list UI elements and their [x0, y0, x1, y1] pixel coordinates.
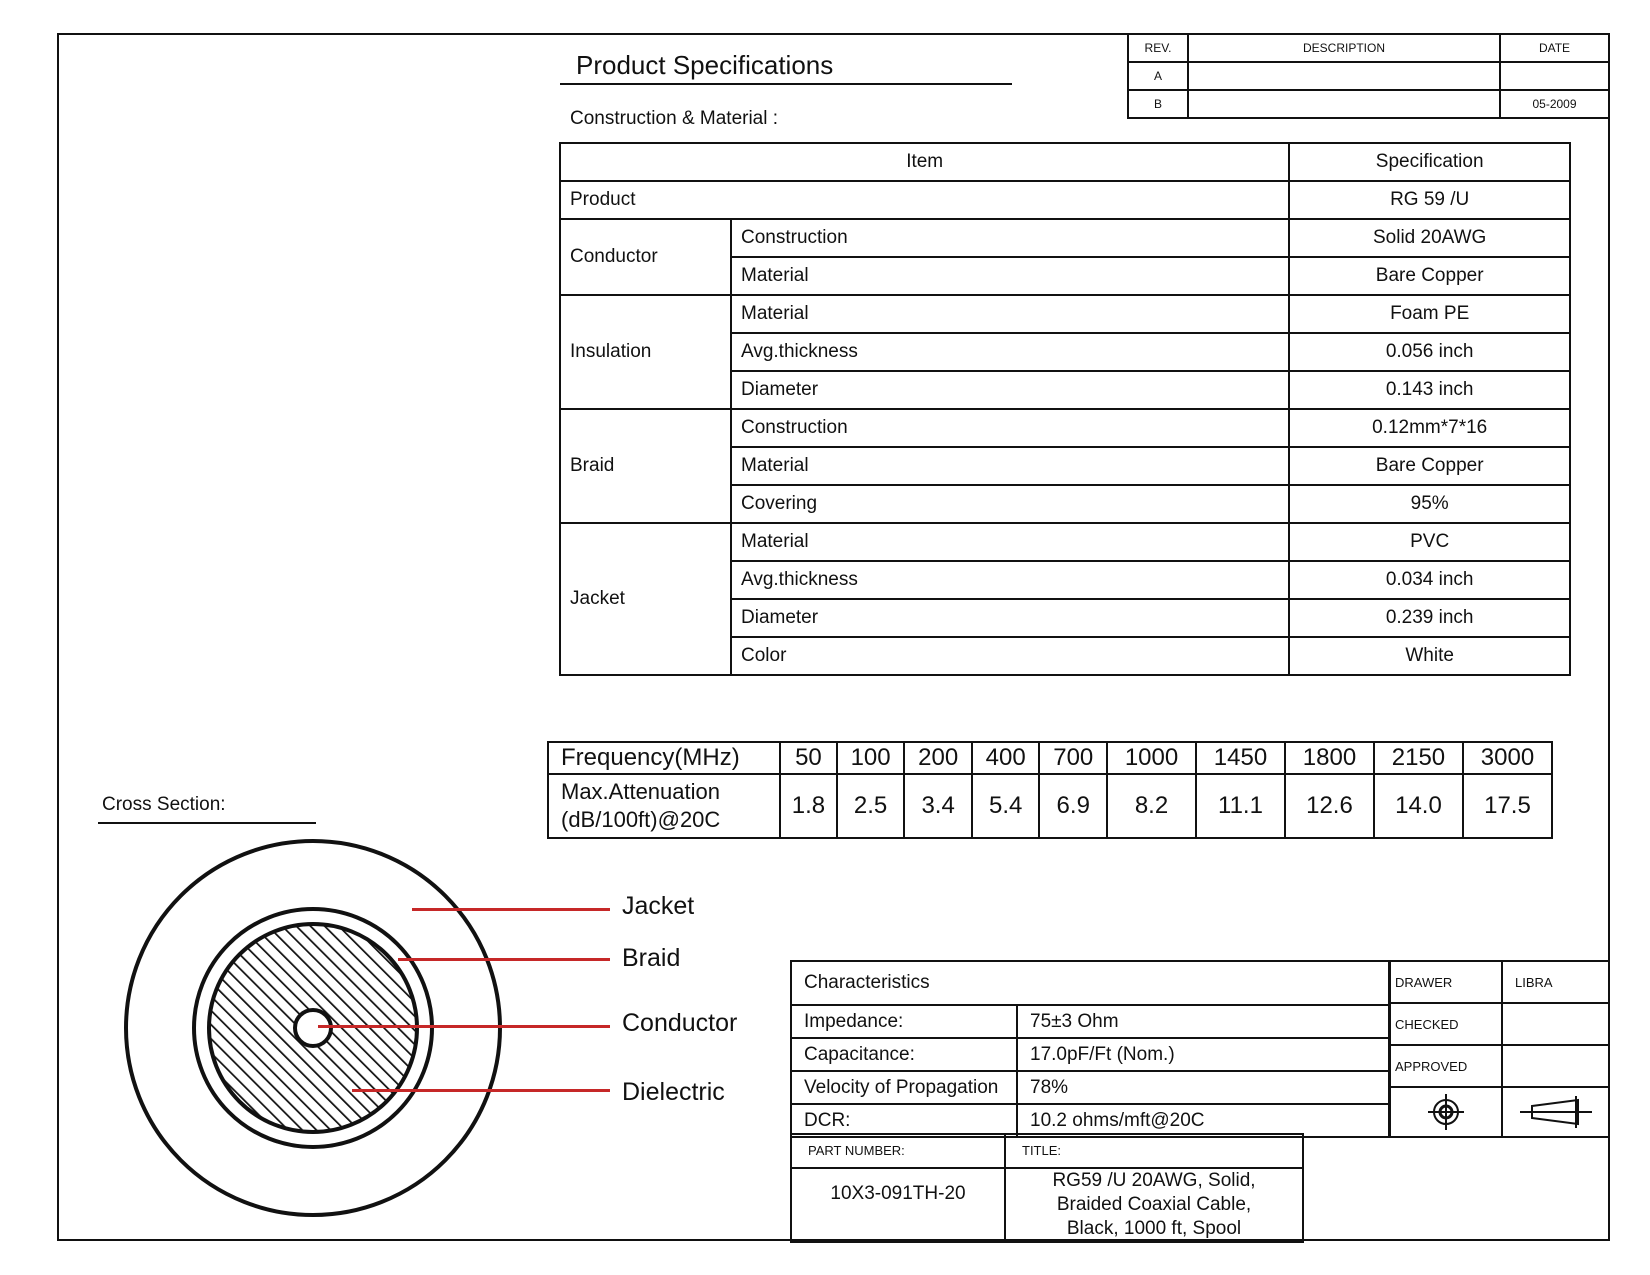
cross-section-underline [98, 822, 316, 824]
characteristics-title: Characteristics [791, 961, 1389, 1005]
page-title: Product Specifications [576, 50, 834, 80]
attenuation-cell: 3.4 [904, 774, 972, 838]
third-angle-projection-icon [1516, 1092, 1596, 1132]
spec-row-label: Color [731, 637, 1289, 675]
spec-row-value: 95% [1289, 485, 1570, 523]
product-label: Product [560, 181, 1289, 219]
spec-row-label: Material [731, 257, 1289, 295]
frequency-cell: 50 [780, 742, 837, 774]
section-subtitle: Construction & Material : [570, 108, 779, 129]
spec-row-value: PVC [1289, 523, 1570, 561]
frequency-cell: 1450 [1196, 742, 1285, 774]
projection-cone-cell [1502, 1087, 1609, 1137]
description-header: DESCRIPTION [1188, 34, 1500, 62]
frequency-label: Frequency(MHz) [548, 742, 780, 774]
rev-a-description [1188, 62, 1500, 90]
attenuation-label [548, 774, 780, 838]
rev-a: A [1128, 62, 1188, 90]
frequency-cell: 1000 [1107, 742, 1196, 774]
cross-section-label: Cross Section: [102, 794, 226, 815]
checked-value [1502, 1003, 1609, 1045]
spec-row-label: Material [731, 295, 1289, 333]
jacket-callout: Jacket [622, 892, 695, 920]
rev-header: REV. [1128, 34, 1188, 62]
char-label: DCR: [791, 1104, 1017, 1137]
drawer-label: DRAWER [1390, 961, 1502, 1003]
rev-a-date [1500, 62, 1609, 90]
frequency-cell: 400 [972, 742, 1040, 774]
item-header: Item [560, 143, 1289, 181]
char-value: 78% [1017, 1071, 1389, 1104]
conductor-callout: Conductor [622, 1009, 738, 1037]
product-value: RG 59 /U [1289, 181, 1570, 219]
spec-row-value: Solid 20AWG [1289, 219, 1570, 257]
revision-table [1127, 33, 1610, 119]
spec-row-label: Avg.thickness [731, 333, 1289, 371]
rev-b-date: 05-2009 [1500, 90, 1609, 118]
spec-row-label: Material [731, 523, 1289, 561]
attenuation-label-line2: (dB/100ft)@20C [561, 807, 721, 832]
signoff-table [1389, 960, 1610, 1138]
spec-row-value: 0.056 inch [1289, 333, 1570, 371]
part-number-value: 10X3-091TH-20 [791, 1168, 1005, 1242]
braid-callout-line [398, 958, 610, 961]
dielectric-callout: Dielectric [622, 1078, 725, 1106]
spec-row-label: Construction [731, 219, 1289, 257]
frequency-cell: 1800 [1285, 742, 1374, 774]
frequency-cell: 200 [904, 742, 972, 774]
attenuation-cell: 1.8 [780, 774, 837, 838]
rev-b-description [1188, 90, 1500, 118]
attenuation-cell: 17.5 [1463, 774, 1552, 838]
spec-row-value: 0.034 inch [1289, 561, 1570, 599]
frequency-cell: 3000 [1463, 742, 1552, 774]
title-line-2: Braided Coaxial Cable, [1056, 1194, 1252, 1215]
group-braid: Braid [560, 409, 731, 523]
attenuation-cell: 14.0 [1374, 774, 1463, 838]
crosshair-icon [1426, 1092, 1466, 1132]
char-value: 10.2 ohms/mft@20C [1017, 1104, 1389, 1137]
title-line-3: Black, 1000 ft, Spool [1066, 1218, 1242, 1239]
attenuation-cell: 6.9 [1039, 774, 1107, 838]
title-underline [560, 83, 1012, 85]
group-conductor: Conductor [560, 219, 731, 295]
attenuation-label-line1: Max.Attenuation [561, 779, 720, 804]
group-jacket: Jacket [560, 523, 731, 675]
char-label: Capacitance: [791, 1038, 1017, 1071]
approved-value [1502, 1045, 1609, 1087]
char-label: Velocity of Propagation [791, 1071, 1017, 1104]
spec-row-value: 0.239 inch [1289, 599, 1570, 637]
drawer-value: LIBRA [1502, 961, 1609, 1003]
frequency-cell: 2150 [1374, 742, 1463, 774]
conductor-core [295, 1010, 331, 1046]
jacket-callout-line [412, 908, 610, 911]
attenuation-table [547, 741, 1553, 839]
spec-row-label: Diameter [731, 599, 1289, 637]
spec-row-value: Foam PE [1289, 295, 1570, 333]
spec-row-value: 0.143 inch [1289, 371, 1570, 409]
title-block [790, 1133, 1304, 1243]
title-value [1005, 1168, 1303, 1242]
spec-row-value: 0.12mm*7*16 [1289, 409, 1570, 447]
spec-table [559, 142, 1571, 676]
attenuation-cell: 12.6 [1285, 774, 1374, 838]
title-label: TITLE: [1005, 1134, 1303, 1168]
spec-row-label: Material [731, 447, 1289, 485]
spec-row-value: Bare Copper [1289, 257, 1570, 295]
part-number-label: PART NUMBER: [791, 1134, 1005, 1168]
title-line-1: RG59 /U 20AWG, Solid, [1052, 1170, 1256, 1191]
attenuation-cell: 5.4 [972, 774, 1040, 838]
frequency-cell: 700 [1039, 742, 1107, 774]
date-header: DATE [1500, 34, 1609, 62]
spec-row-value: Bare Copper [1289, 447, 1570, 485]
group-insulation: Insulation [560, 295, 731, 409]
spec-row-label: Construction [731, 409, 1289, 447]
cross-section-diagram [100, 830, 660, 1230]
approved-label: APPROVED [1390, 1045, 1502, 1087]
spec-row-label: Diameter [731, 371, 1289, 409]
specification-header: Specification [1289, 143, 1570, 181]
dielectric-callout-line [352, 1089, 610, 1092]
spec-row-value: White [1289, 637, 1570, 675]
spec-row-label: Covering [731, 485, 1289, 523]
char-label: Impedance: [791, 1005, 1017, 1038]
rev-b: B [1128, 90, 1188, 118]
char-value: 75±3 Ohm [1017, 1005, 1389, 1038]
frequency-cell: 100 [837, 742, 905, 774]
checked-label: CHECKED [1390, 1003, 1502, 1045]
spec-row-label: Avg.thickness [731, 561, 1289, 599]
conductor-callout-line [318, 1025, 610, 1028]
char-value: 17.0pF/Ft (Nom.) [1017, 1038, 1389, 1071]
attenuation-cell: 11.1 [1196, 774, 1285, 838]
attenuation-cell: 8.2 [1107, 774, 1196, 838]
braid-callout: Braid [622, 944, 681, 972]
attenuation-cell: 2.5 [837, 774, 905, 838]
projection-target-cell [1390, 1087, 1502, 1137]
characteristics-table [790, 960, 1390, 1138]
